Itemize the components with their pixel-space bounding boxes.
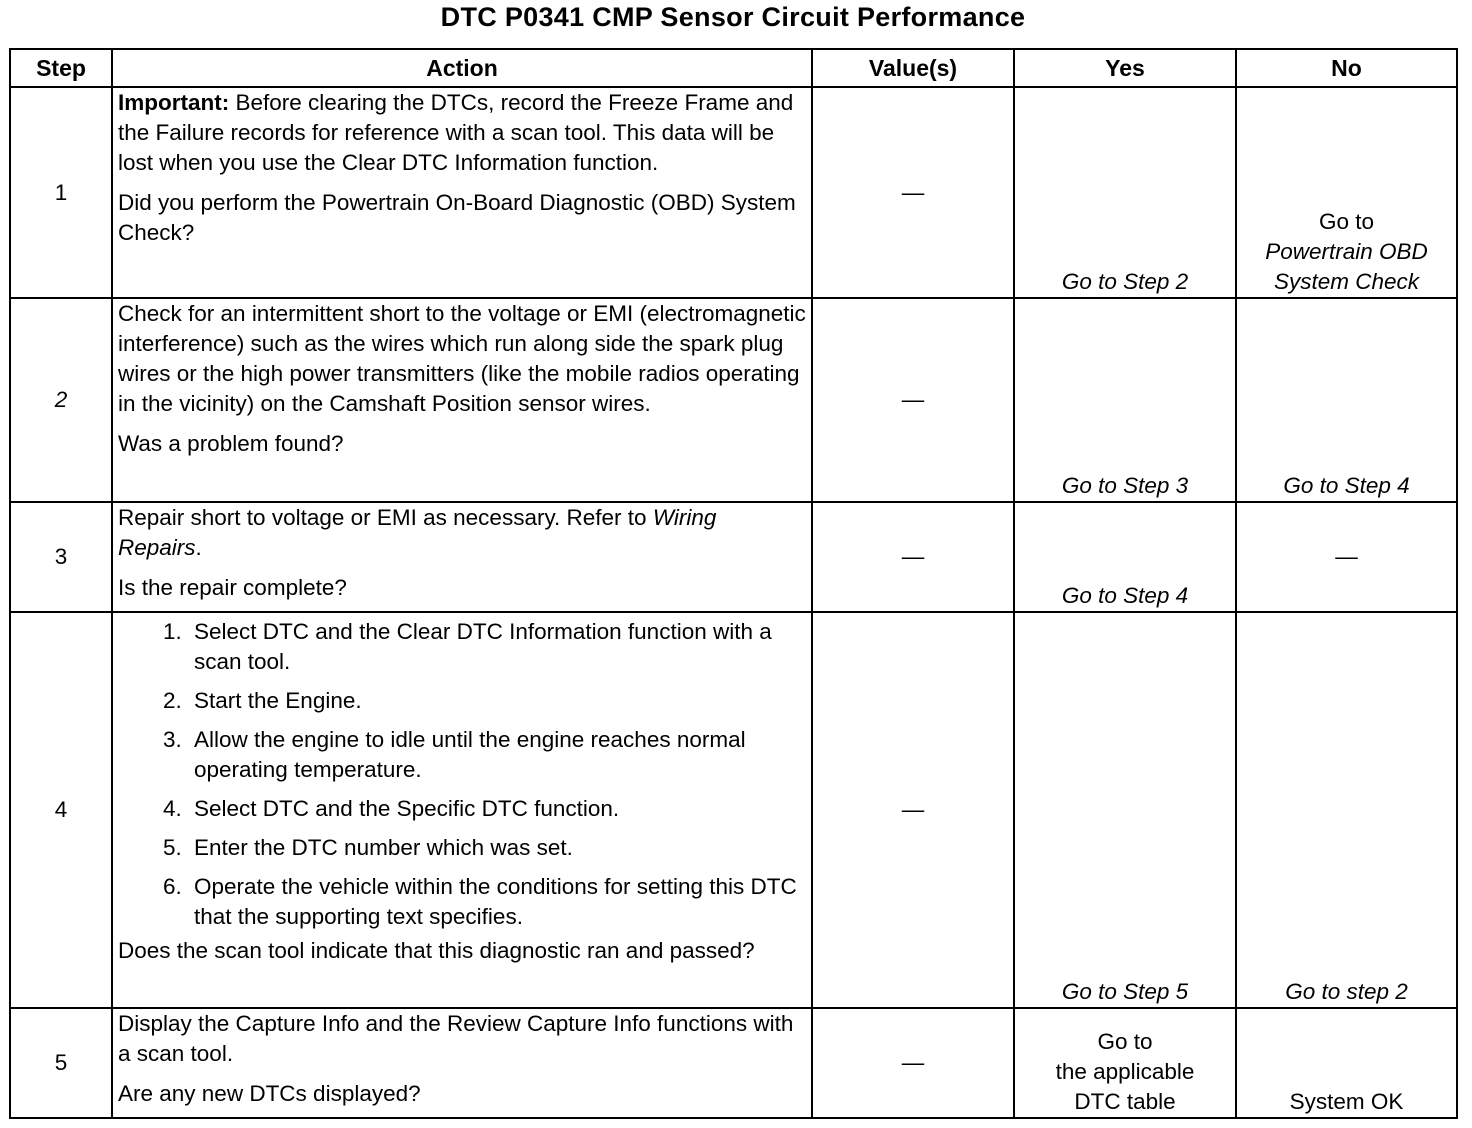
value-cell: — [812, 298, 1014, 502]
list-item: 5. Enter the DTC number which was set. [188, 833, 806, 863]
yes-cell: Go to Step 2 [1014, 87, 1236, 298]
yes-cell: Go to Step 4 [1014, 502, 1236, 612]
action-question: Does the scan tool indicate that this diagnostic ran and passed? [118, 938, 755, 963]
step-number: 1 [10, 87, 112, 298]
action-cell [112, 298, 812, 502]
action-question: Are any new DTCs displayed? [118, 1081, 421, 1106]
table-row [10, 1008, 1457, 1118]
value-cell: — [812, 1008, 1014, 1118]
action-cell [112, 612, 812, 1008]
step-number: 3 [10, 502, 112, 612]
action-text: Check for an intermittent short to the voltage or EMI (electromagnetic interference) such as the wires which run along side the spark plug wires or the high power transmitters (like the mobile radios operating in the vicinity) on the Camshaft Position sensor wires. [118, 301, 806, 416]
action-text-main: Repair short to voltage or EMI as necessary. Refer to [118, 505, 653, 530]
action-text: Display the Capture Info and the Review Capture Info functions with a scan tool. [118, 1011, 794, 1066]
list-item: 1. Select DTC and the Clear DTC Information function with a scan tool. [188, 617, 806, 677]
yes-cell [1014, 1008, 1236, 1118]
action-question: Is the repair complete? [118, 575, 347, 600]
no-cell: Go to Step 4 [1236, 298, 1457, 502]
no-cell: Go to step 2 [1236, 612, 1457, 1008]
table-row [10, 87, 1457, 298]
step-number: 4 [10, 612, 112, 1008]
diagnostic-table [9, 48, 1458, 1119]
action-cell [112, 87, 812, 298]
yes-cell: Go to Step 5 [1014, 612, 1236, 1008]
step-number: 2 [10, 298, 112, 502]
list-item: 3. Allow the engine to idle until the engine reaches normal operating temperature. [188, 725, 806, 785]
wiring-repairs-ref: Wiring Repairs [118, 505, 717, 560]
yes-cell: Go to Step 3 [1014, 298, 1236, 502]
action-text-end: . [195, 535, 202, 560]
page-title: DTC P0341 CMP Sensor Circuit Performance [440, 2, 1026, 32]
action-question: Was a problem found? [118, 431, 344, 456]
action-text [118, 503, 806, 563]
header-step: Step [10, 49, 112, 87]
table-row [10, 502, 1457, 612]
no-cell-ref: Powertrain OBD System Check [1265, 239, 1428, 294]
no-cell [1236, 87, 1457, 298]
header-values: Value(s) [812, 49, 1014, 87]
header-yes: Yes [1014, 49, 1236, 87]
yes-line: Go to [1097, 1029, 1153, 1054]
important-text: Before clearing the DTCs, record the Freeze Frame and the Failure records for reference with a scan tool. This data will be lost when you use the Clear DTC Information function. [118, 90, 794, 175]
value-cell: — [812, 612, 1014, 1008]
action-cell [112, 1008, 812, 1118]
table-row [10, 298, 1457, 502]
no-cell-goto: Go to [1318, 209, 1375, 234]
no-cell: System OK [1236, 1008, 1457, 1118]
action-question: Did you perform the Powertrain On-Board Diagnostic (OBD) System Check? [118, 190, 796, 245]
list-item: 4. Select DTC and the Specific DTC function. [188, 794, 806, 824]
header-action: Action [112, 49, 812, 87]
value-cell: — [812, 502, 1014, 612]
step-number: 5 [10, 1008, 112, 1118]
table-header-row [10, 49, 1457, 87]
yes-line: DTC table [1074, 1089, 1176, 1114]
no-cell: — [1236, 502, 1457, 612]
important-label: Important: [118, 90, 230, 115]
table-row [10, 612, 1457, 1008]
important-note [118, 88, 806, 178]
procedure-list [118, 617, 806, 932]
list-item: 2. Start the Engine. [188, 686, 806, 716]
header-no: No [1236, 49, 1457, 87]
value-cell: — [812, 87, 1014, 298]
list-item: 6. Operate the vehicle within the conditions for setting this DTC that the supporting text specifies. [188, 872, 806, 932]
action-cell [112, 502, 812, 612]
yes-line: the applicable [1055, 1059, 1195, 1084]
